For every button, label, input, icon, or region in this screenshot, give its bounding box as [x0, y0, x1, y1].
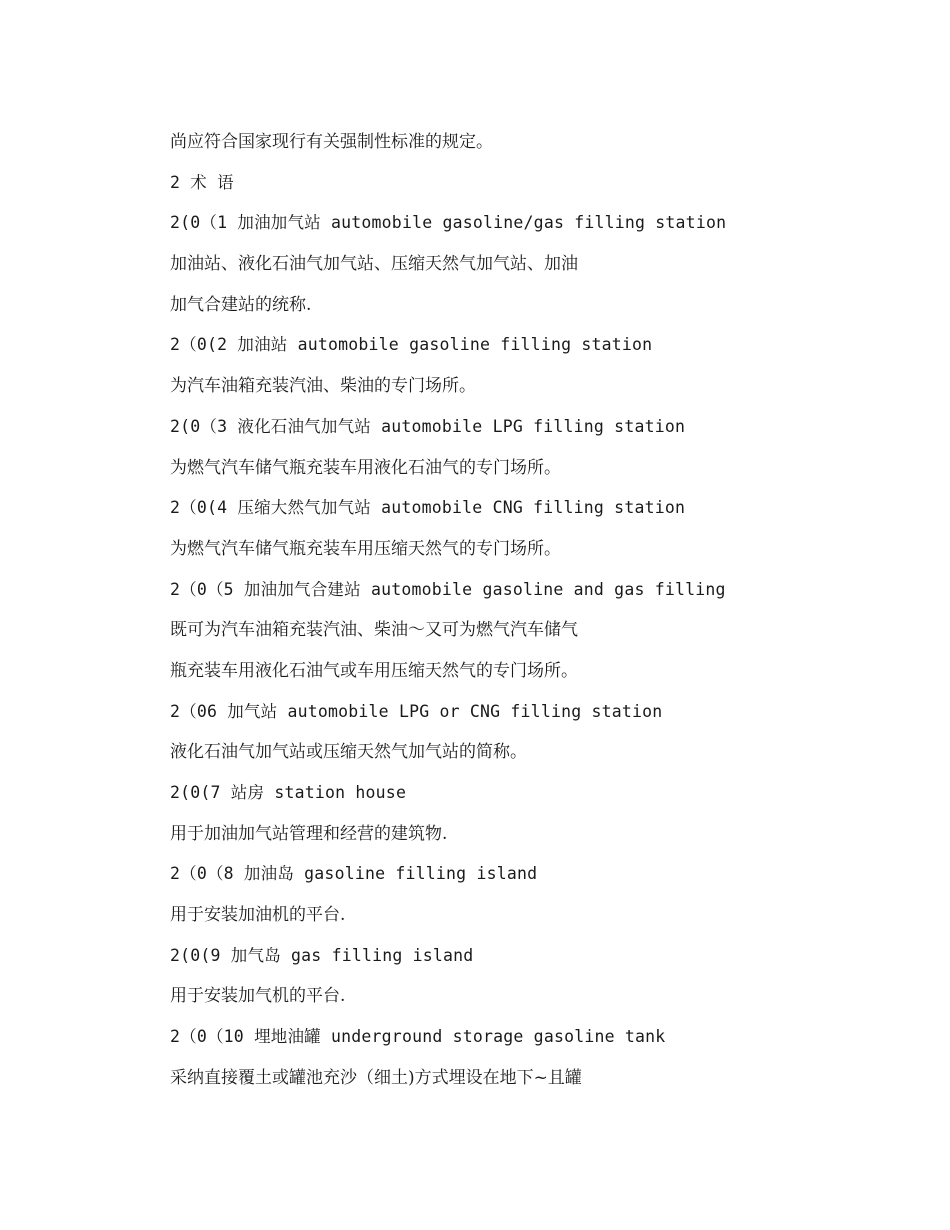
term-definition: 采纳直接覆土或罐池充沙（细土)方式埋设在地下~且罐 — [170, 1067, 582, 1088]
term-definition: 为燃气汽车储气瓶充装车用液化石油气的专门场所。 — [170, 457, 561, 478]
term-heading: 2（0（10 埋地油罐 underground storage gasoline tank — [170, 1027, 666, 1047]
term-heading: 2（06 加气站 automobile LPG or CNG filling station — [170, 701, 663, 721]
term-heading: 2(0(9 加气岛 gas filling island — [170, 945, 474, 965]
term-definition: 加油站、液化石油气加气站、压缩天然气加气站、加油 — [170, 254, 578, 275]
term-definition: 既可为汽车油箱充装汽油、柴油～又可为燃气汽车储气 — [170, 620, 578, 641]
section-heading: 2 术 语 — [170, 172, 234, 192]
term-definition: 为汽车油箱充装汽油、柴油的专门场所。 — [170, 376, 476, 397]
term-heading: 2(0（3 液化石油气加气站 automobile LPG filling station — [170, 416, 686, 436]
term-definition: 加气合建站的统称. — [170, 294, 312, 315]
term-heading: 2(0(7 站房 station house — [170, 783, 407, 802]
term-heading: 2（0（8 加油岛 gasoline filling island — [170, 864, 538, 884]
term-definition: 用于加油加气站管理和经营的建筑物. — [170, 823, 448, 844]
term-definition: 瓶充装车用液化石油气或车用压缩天然气的专门场所。 — [170, 660, 578, 681]
term-definition: 用于安装加油机的平台. — [170, 905, 346, 926]
term-definition: 为燃气汽车储气瓶充装车用压缩天然气的专门场所。 — [170, 538, 561, 559]
term-heading: 2（0（5 加油加气合建站 automobile gasoline and gas filling — [170, 579, 726, 599]
term-definition: 液化石油气加气站或压缩天然气加气站的简称。 — [170, 742, 527, 763]
term-definition: 用于安装加气机的平台. — [170, 986, 346, 1007]
term-heading: 2（0(4 压缩大然气加气站 automobile CNG filling station — [170, 498, 686, 518]
text-line: 尚应符合国家现行有关强制性标准的规定。 — [170, 132, 493, 152]
term-heading: 2(0（1 加油加气站 automobile gasoline/gas filling station — [170, 213, 727, 233]
document-text-block — [170, 128, 890, 1105]
term-heading: 2（0(2 加油站 automobile gasoline filling station — [170, 335, 653, 355]
